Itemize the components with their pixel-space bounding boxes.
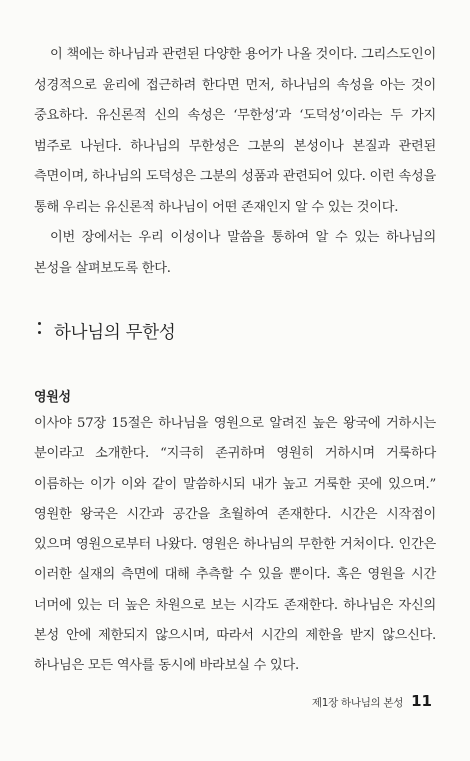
subsection-body xyxy=(34,409,436,682)
subsection-title: 영원성 xyxy=(34,390,71,405)
page-number: 11 xyxy=(411,692,432,710)
bullet-dots-icon xyxy=(38,318,48,344)
chapter-label: 제1장 하나님의 본성 xyxy=(311,697,404,709)
section-title: 하나님의 무한성 xyxy=(54,322,176,343)
intro-paragraph-1: 이 책에는 하나님과 관련된 다양한 용어가 나올 것이다. 그리스도인이 성경적으로 윤리에 접근하려 한다면 먼저, 하나님의 속성을 아는 것이 중요하다. 유신론적 신의 속성은 ‘무한성’과 ‘도덕성’이라는 두 가지 범주로 나뉜다. 하나님의 무한성은 그분의 본성이나 본질과 관련된 측면이며, 하나님의 도덕성은 그분의 성품과 관련되어 있다. 이런 속성을 통해 우리는 유신론적 하나님이 어떤 존재인지 알 수 있는 것이다. xyxy=(34,47,436,215)
section-heading xyxy=(38,318,176,344)
intro-text xyxy=(34,40,436,284)
page-footer xyxy=(312,692,432,710)
subsection-paragraph: 이사야 57장 15절은 하나님을 영원으로 알려진 높은 왕국에 거하시는 분이라고 소개한다. “지극히 존귀하며 영원히 거하시며 거룩하다 이름하는 이가 이와 같이 말씀하시되 내가 높고 거룩한 곳에 있으며.” 영원한 왕국은 시간과 공간을 초월하여 존재한다. 시간은 시작점이 있으며 영원으로부터 나왔다. 영원은 하나님의 무한한 거처이다. 인간은 이러한 실재의 측면에 대해 추측할 수 있을 뿐이다. 혹은 영원을 시간 너머에 있는 더 높은 차원으로 보는 시각도 존재한다. 하나님은 자신의 본성 안에 제한되지 않으시며, 따라서 시간의 제한을 받지 않으신다. 하나님은 모든 역사를 동시에 바라보실 수 있다. xyxy=(34,416,436,674)
intro-paragraph-2: 이번 장에서는 우리 이성이나 말씀을 통하여 알 수 있는 하나님의 본성을 살펴보도록 한다. xyxy=(34,230,436,276)
